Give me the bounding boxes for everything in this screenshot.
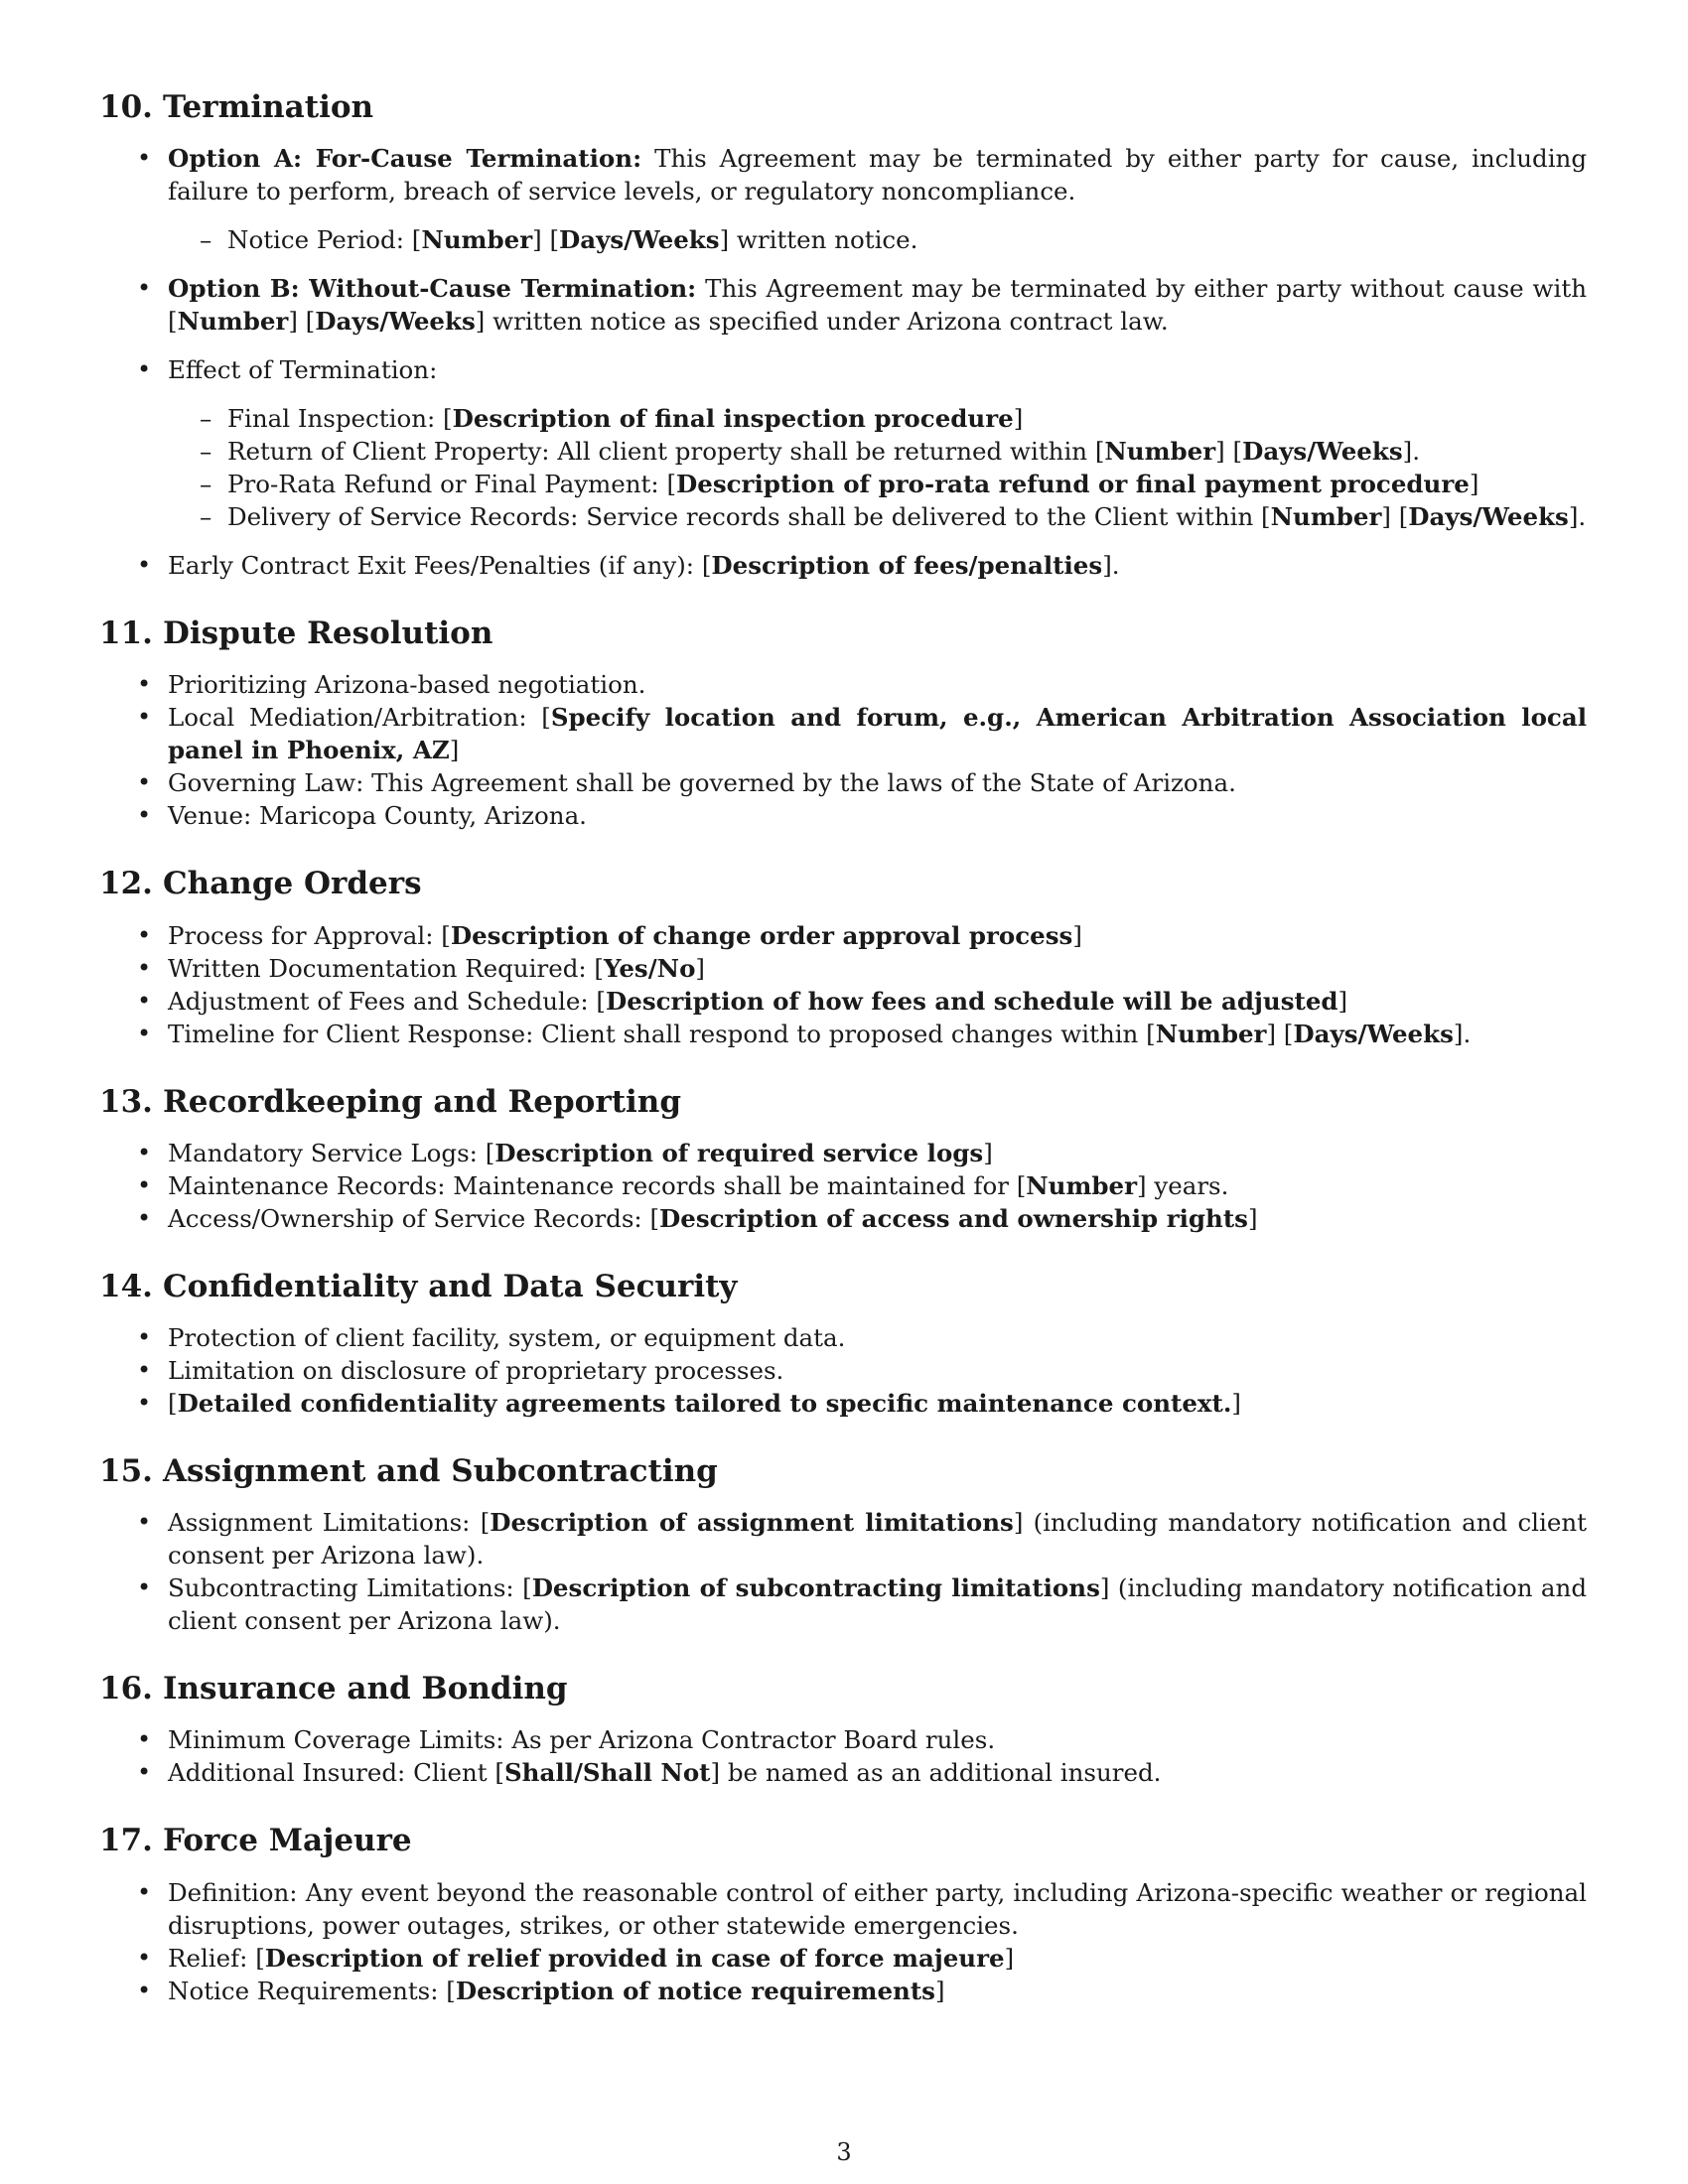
list-item: • Additional Insured: Client [Shall/Shall Not] be named as an additional insured.	[99, 1756, 1587, 1789]
list-item: • Effect of Termination: – Final Inspection: [Description of final inspection procedure] – Return of Client Property: All client property shall be returned within [Number] [Days/Weeks]. – Pro-Rata Refund or Final Payment: [Description of pro-rata refund or final payment procedure] – Delivery of Service Records: Service records shall be delivered to the Client within [Number] [Days/Weeks].	[99, 353, 1587, 533]
section-heading: 14. Confidentiality and Data Security	[99, 1268, 738, 1304]
section-recordkeeping	[99, 1084, 1587, 1235]
list-item: • Notice Requirements: [Description of notice requirements]	[99, 1975, 1587, 2007]
list-item: • Assignment Limitations: [Description of assignment limitations] (including mandatory notification and client consent per Arizona law).	[99, 1506, 1587, 1571]
list-item: • Mandatory Service Logs: [Description of required service logs]	[99, 1137, 1587, 1169]
bullet-list	[99, 919, 1587, 1050]
list-item: • Protection of client facility, system, or equipment data.	[99, 1321, 1587, 1354]
list-item: • Minimum Coverage Limits: As per Arizona Contractor Board rules.	[99, 1723, 1587, 1756]
section-heading: 15. Assignment and Subcontracting	[99, 1452, 718, 1489]
list-item: • Option A: For-Cause Termination: This Agreement may be terminated by either party for cause, including failure to perform, breach of service levels, or regulatory noncompliance. – Notice Period: [Number] [Days/Weeks] written notice.	[99, 142, 1587, 256]
list-item: • Subcontracting Limitations: [Description of subcontracting limitations] (including mandatory notification and client consent per Arizona law).	[99, 1571, 1587, 1637]
bullet-list	[99, 142, 1587, 582]
list-item: • Local Mediation/Arbitration: [Specify location and forum, e.g., American Arbitration Association local panel in Phoenix, AZ]	[99, 701, 1587, 766]
sub-list	[168, 402, 1587, 533]
list-item: • Access/Ownership of Service Records: [Description of access and ownership rights]	[99, 1202, 1587, 1235]
bullet-list	[99, 1723, 1587, 1789]
list-item: • Adjustment of Fees and Schedule: [Description of how fees and schedule will be adjusted]	[99, 985, 1587, 1018]
list-item: • Early Contract Exit Fees/Penalties (if any): [Description of fees/penalties].	[99, 549, 1587, 582]
list-item: • Written Documentation Required: [Yes/No]	[99, 952, 1587, 985]
document-page	[99, 89, 1587, 2041]
list-item: • Option B: Without-Cause Termination: This Agreement may be terminated by either party without cause with [Number] [Days/Weeks] written notice as specified under Arizona contract law.	[99, 272, 1587, 338]
list-item: • Relief: [Description of relief provided in case of force majeure]	[99, 1942, 1587, 1975]
section-force-majeure	[99, 1823, 1587, 2006]
list-item: • [Detailed confidentiality agreements tailored to specific maintenance context.]	[99, 1387, 1587, 1420]
bullet-list	[99, 1506, 1587, 1637]
sub-list-item: – Notice Period: [Number] [Days/Weeks] written notice.	[168, 223, 1587, 256]
sub-list-item: – Final Inspection: [Description of final inspection procedure]	[168, 402, 1587, 435]
sub-list-item: – Return of Client Property: All client property shall be returned within [Number] [Days/Weeks].	[168, 435, 1587, 468]
section-heading: 10. Termination	[99, 89, 374, 125]
list-item: • Process for Approval: [Description of change order approval process]	[99, 919, 1587, 952]
page-number: 3	[836, 2138, 852, 2166]
section-change-orders	[99, 866, 1587, 1049]
bullet-list	[99, 1876, 1587, 2007]
section-heading: 11. Dispute Resolution	[99, 615, 493, 652]
list-item: • Venue: Maricopa County, Arizona.	[99, 799, 1587, 832]
list-item: • Governing Law: This Agreement shall be governed by the laws of the State of Arizona.	[99, 766, 1587, 799]
section-heading: 13. Recordkeeping and Reporting	[99, 1083, 682, 1120]
list-item: • Limitation on disclosure of proprietary processes.	[99, 1354, 1587, 1387]
sub-list-item: – Delivery of Service Records: Service records shall be delivered to the Client within [Number] [Days/Weeks].	[168, 500, 1587, 533]
sub-list-item: – Pro-Rata Refund or Final Payment: [Description of pro-rata refund or final payment procedure]	[168, 468, 1587, 500]
section-heading: 16. Insurance and Bonding	[99, 1671, 568, 1707]
bullet-list	[99, 668, 1587, 832]
sub-list	[168, 223, 1587, 256]
list-item: • Prioritizing Arizona-based negotiation.	[99, 668, 1587, 701]
bullet-list	[99, 1137, 1587, 1235]
section-heading: 17. Force Majeure	[99, 1823, 412, 1859]
section-dispute-resolution	[99, 615, 1587, 832]
section-confidentiality	[99, 1269, 1587, 1420]
list-item: • Definition: Any event beyond the reasonable control of either party, including Arizona-specific weather or regional disruptions, power outages, strikes, or other statewide emergencies.	[99, 1876, 1587, 1942]
section-termination	[99, 89, 1587, 582]
section-assignment	[99, 1453, 1587, 1637]
list-item: • Timeline for Client Response: Client shall respond to proposed changes within [Number] [Days/Weeks].	[99, 1018, 1587, 1050]
section-insurance	[99, 1671, 1587, 1789]
list-item: • Maintenance Records: Maintenance records shall be maintained for [Number] years.	[99, 1169, 1587, 1202]
section-heading: 12. Change Orders	[99, 866, 422, 902]
bullet-list	[99, 1321, 1587, 1420]
